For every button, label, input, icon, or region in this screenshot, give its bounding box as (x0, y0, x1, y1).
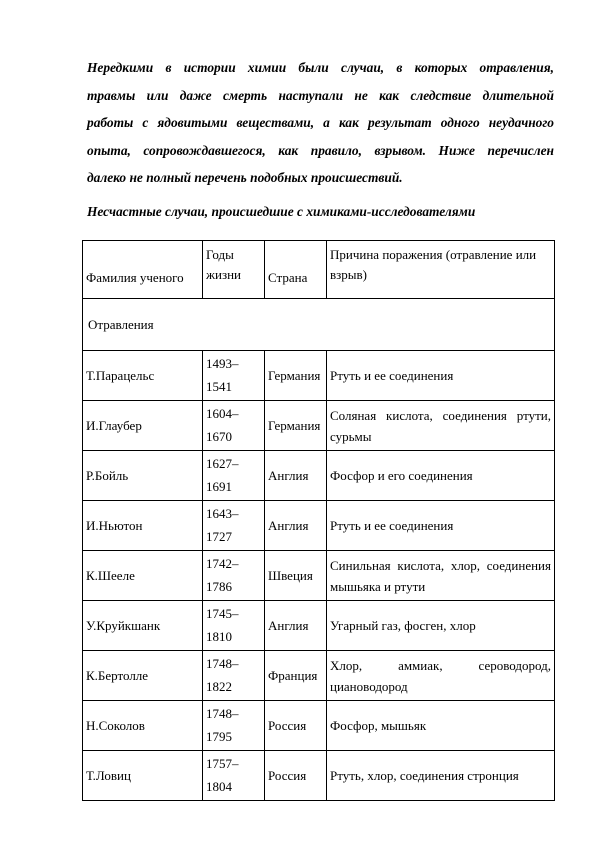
header-years: Годы жизни (203, 241, 265, 299)
years-from: 1757– (206, 756, 239, 771)
years-to: 1804 (206, 779, 232, 794)
years-to: 1822 (206, 679, 232, 694)
intro-paragraph (87, 54, 554, 192)
accidents-table (82, 240, 555, 801)
cell-cause: Ртуть и ее соединения (327, 351, 555, 401)
table-caption: Несчастные случаи, происшедшие с химиками-исследователями (87, 204, 476, 219)
cell-country: Англия (265, 601, 327, 651)
cell-years (203, 701, 265, 751)
cell-cause: Ртуть, хлор, соединения стронция (327, 751, 555, 801)
cell-name: Н.Соколов (83, 701, 203, 751)
cell-country: Англия (265, 451, 327, 501)
years-from: 1748– (206, 656, 239, 671)
cell-name: Т.Ловиц (83, 751, 203, 801)
table-row (83, 351, 555, 401)
cell-cause: Соляная кислота, соединения ртути, сурьмы (327, 401, 555, 451)
years-from: 1742– (206, 556, 239, 571)
cell-years (203, 451, 265, 501)
table-row (83, 551, 555, 601)
years-from: 1604– (206, 406, 239, 421)
years-to: 1810 (206, 629, 232, 644)
header-cause: Причина поражения (отравление или взрыв) (327, 241, 555, 299)
years-from: 1627– (206, 456, 239, 471)
intro-line: Нередкими в истории химии были случаи, в которых отравления, (87, 60, 554, 75)
years-to: 1727 (206, 529, 232, 544)
cell-years (203, 601, 265, 651)
table-header-row (83, 241, 555, 299)
years-from: 1748– (206, 706, 239, 721)
years-to: 1691 (206, 479, 232, 494)
cell-years (203, 351, 265, 401)
cell-cause: Ртуть и ее соединения (327, 501, 555, 551)
cell-years (203, 651, 265, 701)
cell-name: И.Глаубер (83, 401, 203, 451)
intro-line: работы с ядовитыми веществами, а как результат одного неудачного (87, 115, 554, 130)
cell-country: Россия (265, 701, 327, 751)
cell-name: Т.Парацельс (83, 351, 203, 401)
cell-cause: Фосфор, мышьяк (327, 701, 555, 751)
table-row (83, 601, 555, 651)
intro-line: далеко не полный перечень подобных происшествий. (87, 170, 403, 185)
cell-country: Германия (265, 351, 327, 401)
header-country: Страна (265, 241, 327, 299)
header-name: Фамилия ученого (83, 241, 203, 299)
cell-years (203, 751, 265, 801)
years-to: 1786 (206, 579, 232, 594)
cell-country: Германия (265, 401, 327, 451)
cell-years (203, 501, 265, 551)
table-row (83, 451, 555, 501)
table-row (83, 751, 555, 801)
cell-country: Россия (265, 751, 327, 801)
cell-country: Франция (265, 651, 327, 701)
table-row (83, 401, 555, 451)
years-to: 1541 (206, 379, 232, 394)
cell-name: И.Ньютон (83, 501, 203, 551)
cell-country: Швеция (265, 551, 327, 601)
years-from: 1493– (206, 356, 239, 371)
cell-name: К.Шееле (83, 551, 203, 601)
cell-name: К.Бертолле (83, 651, 203, 701)
cell-name: Р.Бойль (83, 451, 203, 501)
cell-cause: Угарный газ, фосген, хлор (327, 601, 555, 651)
cell-country: Англия (265, 501, 327, 551)
cell-years (203, 551, 265, 601)
years-to: 1670 (206, 429, 232, 444)
section-row (83, 299, 555, 351)
cell-cause: Хлор, аммиак, сероводород, циановодород (327, 651, 555, 701)
cell-cause: Фосфор и его соединения (327, 451, 555, 501)
years-from: 1745– (206, 606, 239, 621)
table-row (83, 651, 555, 701)
cell-cause: Синильная кислота, хлор, соединения мышьяка и ртути (327, 551, 555, 601)
years-to: 1795 (206, 729, 232, 744)
cell-years (203, 401, 265, 451)
intro-line: травмы или даже смерть наступали не как следствие длительной (87, 87, 554, 103)
cell-name: У.Круйкшанк (83, 601, 203, 651)
table-row (83, 501, 555, 551)
table-row (83, 701, 555, 751)
section-label: Отравления (83, 299, 555, 351)
years-from: 1643– (206, 506, 239, 521)
intro-line: опыта, сопровождавшегося, как правило, взрывом. Ниже перечислен (87, 142, 554, 158)
